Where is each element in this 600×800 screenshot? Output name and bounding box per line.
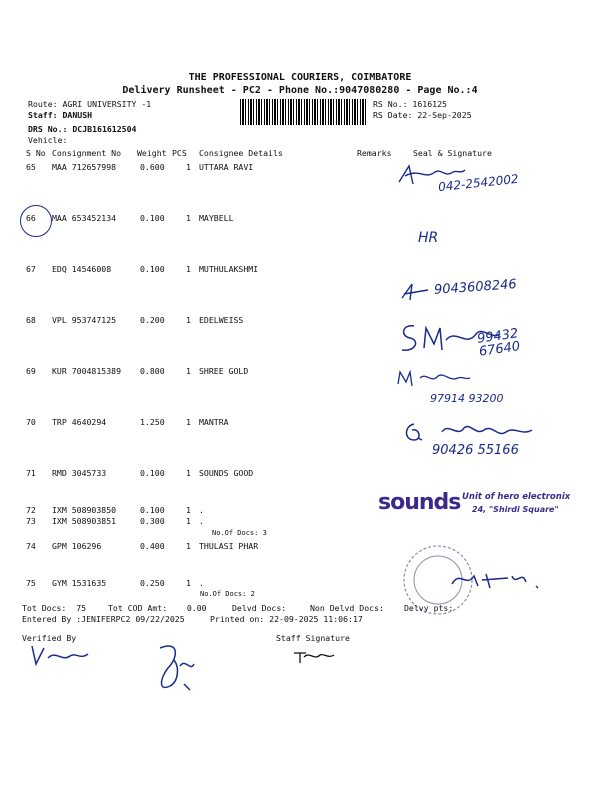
row-consignee: EDELWEISS [199, 315, 244, 325]
row-pcs: 1 [186, 366, 191, 376]
row-pcs: 1 [186, 264, 191, 274]
row-consignment: TRP 4640294 [52, 417, 107, 427]
verifier-signature [26, 640, 96, 670]
row-sno: 68 [26, 315, 36, 325]
row-consignment: VPL 953747125 [52, 315, 117, 325]
verifier-signature-2 [150, 638, 200, 698]
row-consignment: GYM 1531635 [52, 578, 107, 588]
col-sno: S No [26, 148, 46, 158]
stamp-line1: Unit of hero electronix [462, 492, 571, 502]
row-consignee: . [199, 516, 204, 526]
row-consignee: SHREE GOLD [199, 366, 249, 376]
handwritten-phone: 042-2542002 [437, 171, 520, 195]
stamp-brand: sounds [378, 490, 461, 515]
printed-on: Printed on: 22-09-2025 11:06:17 [210, 614, 363, 624]
row-consignee: UTTARA RAVI [199, 162, 254, 172]
stamp-line2: 24, "Shirdi Square" [472, 505, 559, 514]
row-consignee: THULASI PHAR [199, 541, 259, 551]
row-pcs: 1 [186, 578, 191, 588]
row-weight: 0.100 [140, 505, 165, 515]
vehicle-label: Vehicle: [28, 135, 68, 145]
row-weight: 0.100 [140, 264, 165, 274]
row-consignment: KUR 7004815389 [52, 366, 122, 376]
row-consignment: MAA 653452134 [52, 213, 117, 223]
row-consignee: MUTHULAKSHMI [199, 264, 259, 274]
handwritten-initials: HR [418, 230, 439, 246]
col-remarks: Remarks [357, 148, 392, 158]
row-sno: 65 [26, 162, 36, 172]
row-consignment: EDQ 14546008 [52, 264, 112, 274]
row-pcs: 1 [186, 505, 191, 515]
row-consignment: MAA 712657998 [52, 162, 117, 172]
rs-date: RS Date: 22-Sep-2025 [373, 110, 472, 120]
row-consignment: GPM 106296 [52, 541, 102, 551]
runsheet-subtitle: Delivery Runsheet - PC2 - Phone No.:9047080280 - Page No.:4 [122, 85, 478, 96]
row-pcs: 1 [186, 516, 191, 526]
staff-signature [290, 647, 340, 667]
row-pcs: 1 [186, 417, 191, 427]
staff-label: Staff: DANUSH [28, 110, 93, 120]
row-weight: 0.800 [140, 366, 165, 376]
docs-count-note: No.Of Docs: 3 [212, 529, 267, 537]
row-pcs: 1 [186, 541, 191, 551]
row-sno: 69 [26, 366, 36, 376]
row-consignee: MANTRA [199, 417, 229, 427]
handwritten-phone: 90426 55166 [432, 443, 519, 458]
handwritten-phone: 9043608246 [433, 277, 518, 298]
delivery-points: Delvy pts: [404, 603, 454, 613]
route-label: Route: AGRI UNIVERSITY -1 [28, 99, 152, 109]
circle-mark [20, 205, 52, 237]
row-weight: 0.100 [140, 213, 165, 223]
row-weight: 0.250 [140, 578, 165, 588]
table-row [0, 468, 600, 480]
row-sno: 74 [26, 541, 36, 551]
row-weight: 0.400 [140, 541, 165, 551]
row-consignee: SOUNDS GOOD [199, 468, 254, 478]
table-row [0, 315, 600, 327]
row-sno: 72 [26, 505, 36, 515]
signature-mark [398, 280, 434, 304]
signature-mark [402, 418, 552, 446]
row-sno: 66 [26, 213, 36, 223]
staff-signature-label: Staff Signature [276, 633, 350, 643]
row-consignee: . [199, 505, 204, 515]
row-weight: 0.300 [140, 516, 165, 526]
row-pcs: 1 [186, 468, 191, 478]
row-pcs: 1 [186, 213, 191, 223]
column-header-row [0, 148, 600, 160]
delivered-docs: Delvd Docs: [232, 603, 287, 613]
row-consignment: IXM 508903850 [52, 505, 117, 515]
row-consignee: . [199, 578, 204, 588]
row-consignee: MAYBELL [199, 213, 234, 223]
total-docs: Tot Docs: 75 [22, 603, 87, 613]
row-sno: 73 [26, 516, 36, 526]
col-weight: Weight [137, 148, 167, 158]
entered-by: Entered By :JENIFERPC2 09/22/2025 [22, 614, 185, 624]
drs-number: DRS No.: DCJB161612504 [28, 124, 137, 134]
rs-number: RS No.: 1616125 [373, 99, 447, 109]
signature-mark [446, 566, 546, 592]
non-delivered-docs: Non Delvd Docs: [310, 603, 384, 613]
row-consignment: RMD 3045733 [52, 468, 107, 478]
table-row [0, 213, 600, 225]
total-cod: Tot COD Amt: 0.00 [108, 603, 207, 613]
barcode-image [240, 99, 368, 125]
row-sno: 71 [26, 468, 36, 478]
docs-count-note: No.Of Docs: 2 [200, 590, 255, 598]
table-row [0, 366, 600, 378]
col-pcs: PCS [172, 148, 187, 158]
table-row [0, 264, 600, 276]
row-sno: 75 [26, 578, 36, 588]
row-pcs: 1 [186, 162, 191, 172]
row-sno: 67 [26, 264, 36, 274]
col-consignment: Consignment No [52, 148, 122, 158]
verified-by-label: Verified By [22, 633, 77, 643]
row-weight: 0.600 [140, 162, 165, 172]
handwritten-phone: 97914 93200 [430, 392, 504, 405]
col-consignee: Consignee Details [199, 148, 283, 158]
row-weight: 0.200 [140, 315, 165, 325]
row-pcs: 1 [186, 315, 191, 325]
company-title: THE PROFESSIONAL COURIERS, COIMBATORE [188, 72, 412, 83]
row-sno: 70 [26, 417, 36, 427]
row-weight: 1.250 [140, 417, 165, 427]
signature-mark [394, 368, 474, 390]
row-consignment: IXM 508903851 [52, 516, 117, 526]
col-seal-signature: Seal & Signature [413, 148, 492, 158]
row-weight: 0.100 [140, 468, 165, 478]
handwritten-phone: 99432 67640 [476, 326, 522, 360]
